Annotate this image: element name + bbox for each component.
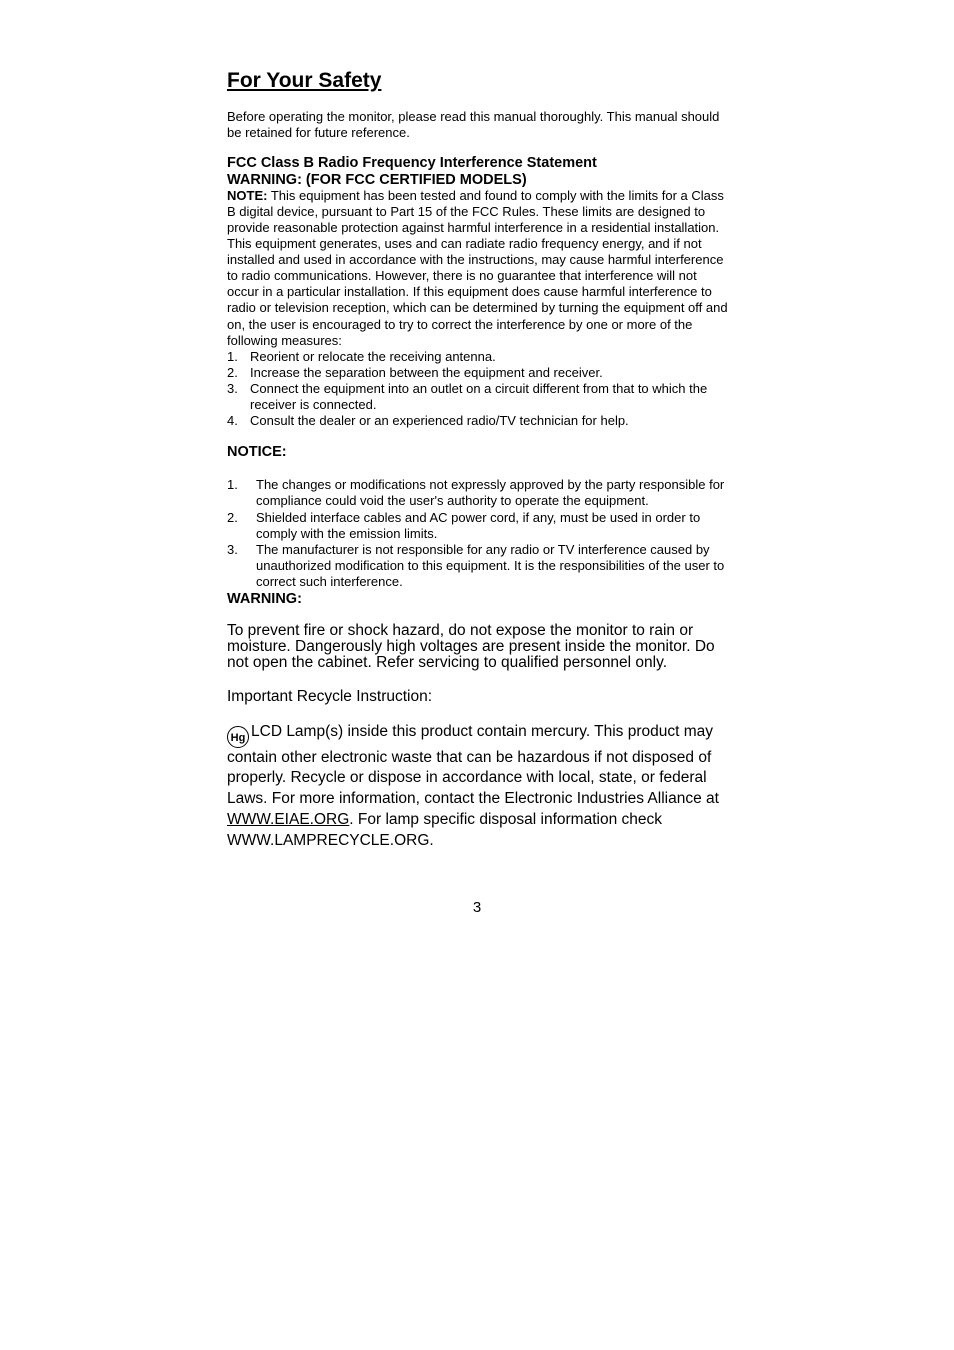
page-title: For Your Safety [227,69,382,92]
list-number: 3. [227,542,238,558]
list-text: Connect the equipment into an outlet on a circuit different from that to which the receiver is connected. [250,380,708,413]
list-number: 3. [227,380,238,396]
list-number: 2. [227,509,238,525]
list-item [227,542,732,591]
intro-paragraph: Before operating the monitor, please read this manual thoroughly. This manual should be retained for future reference. [227,109,720,141]
page-number: 3 [472,899,482,916]
note-label: NOTE: [227,187,268,203]
list-item [227,510,732,542]
warning-paragraph: To prevent fire or shock hazard, do not expose the monitor to rain or moisture. Dangerously high voltages are present inside the monitor. Do not open the cabinet. Refer servicing to qualified personnel only. [227,621,715,672]
eiae-link[interactable]: WWW.EIAE.ORG [227,810,350,828]
list-number: 1. [227,348,238,364]
notice-list [227,477,732,590]
notice-heading: NOTICE: [227,444,287,461]
document-page [227,66,732,852]
list-text: Consult the dealer or an experienced radio/TV technician for help. [250,413,629,429]
fcc-measures-list [227,349,732,429]
list-item [227,381,732,413]
list-item [227,349,732,365]
list-number: 4. [227,413,238,429]
warning-heading: WARNING: [227,590,302,607]
list-text: The changes or modifications not expressly approved by the party responsible for compliance could void the user's authority to operate the equipment. [256,477,725,509]
recycle-heading: Important Recycle Instruction: [227,687,433,705]
list-text: Shielded interface cables and AC power cord, if any, must be used in order to comply with the emission limits. [256,509,701,541]
recycle-text-after: . For lamp specific disposal information check WWW.LAMPRECYCLE.ORG. [227,810,662,849]
list-item [227,413,732,429]
fcc-note-paragraph [227,188,732,349]
list-text: Increase the separation between the equipment and receiver. [250,364,603,380]
recycle-text-before: LCD Lamp(s) inside this product contain mercury. This product may contain other electronic waste that can be hazardous if not disposed of properly. Recycle or dispose in accordance with local, state, or federal Laws. For more information, contact the Electronic Industries Alliance at [227,722,719,808]
list-item [227,477,732,509]
list-text: Reorient or relocate the receiving antenna. [250,348,496,364]
list-text: The manufacturer is not responsible for any radio or TV interference caused by unauthorized modification to this equipment. It is the responsibilities of the user to correct such interference. [256,542,725,590]
list-number: 2. [227,364,238,380]
note-text: This equipment has been tested and found to comply with the limits for a Class B digital device, pursuant to Part 15 of the FCC Rules. These limits are designed to provide reasonable protection against harmful interference in a residential installation. This equipment generates, uses and can radiate radio frequency energy, and if not installed and used in accordance with the instructions, may cause harmful interference to radio communications. However, there is no guarantee that interference will not occur in a particular installation. If this equipment does cause harmful interference to radio or television reception, which can be determined by turning the equipment off and on, the user is encouraged to try to correct the interference by one or more of the following measures: [227,187,728,348]
fcc-warning-heading: WARNING: (FOR FCC CERTIFIED MODELS) [227,171,527,188]
fcc-heading: FCC Class B Radio Frequency Interference Statement [227,155,597,172]
mercury-hg-icon: Hg [227,726,249,748]
list-item [227,365,732,381]
recycle-paragraph [227,722,732,852]
list-number: 1. [227,477,238,493]
